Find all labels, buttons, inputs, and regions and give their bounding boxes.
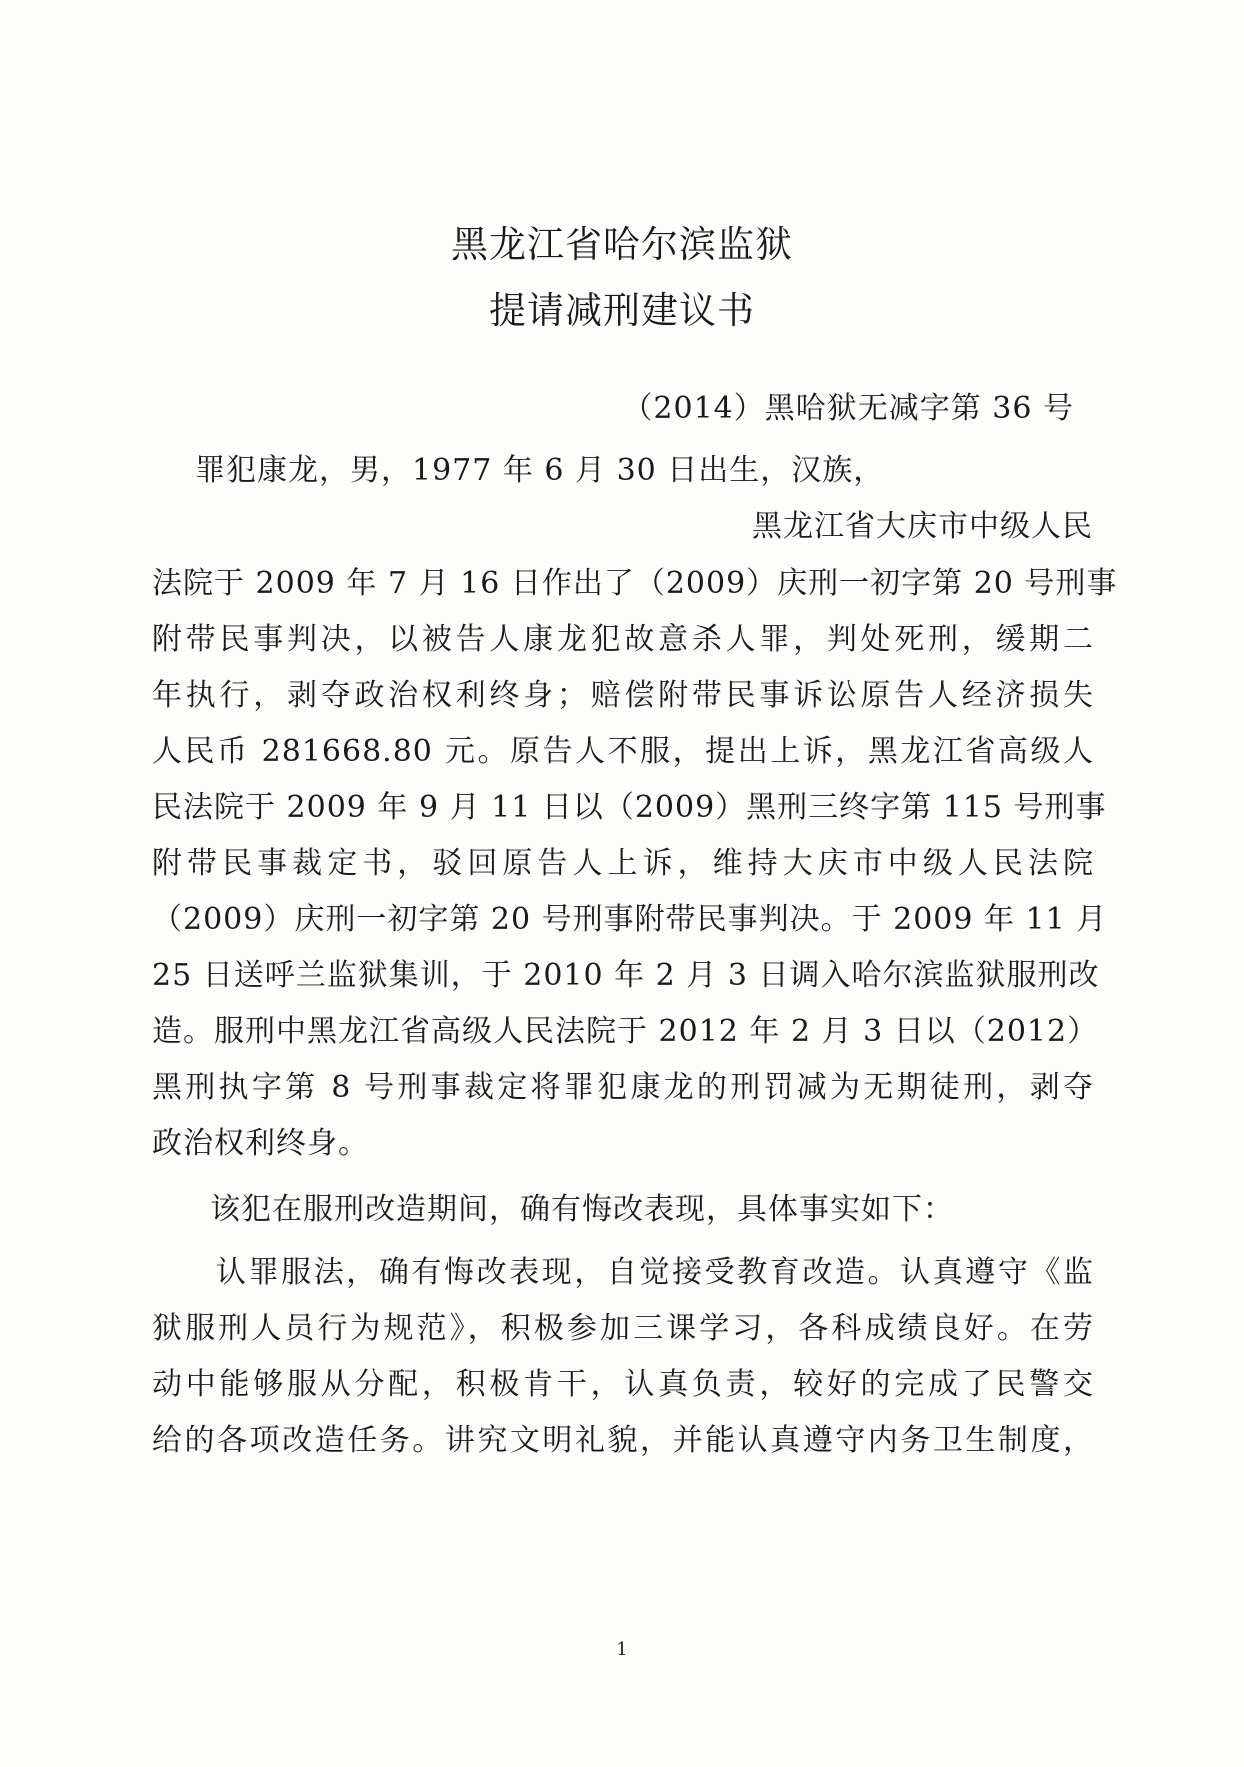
body-line: （2009）庆刑一初字第 20 号刑事附带民事判决。于 2009 年 11 月 (152, 902, 1108, 937)
body-line: 黑龙江省大庆市中级人民 (752, 509, 1093, 544)
document-subtitle: 提请减刑建议书 (489, 289, 755, 332)
body-line: 造。服刑中黑龙江省高级人民法院于 2012 年 2 月 3 日以（2012） (152, 1014, 1099, 1049)
body-line: 民法院于 2009 年 9 月 11 日以（2009）黑刑三终字第 115 号刑事 (152, 790, 1107, 825)
body-line: 该犯在服刑改造期间，确有悔改表现，具体事实如下： (210, 1192, 954, 1227)
body-line: 黑刑执字第 8 号刑事裁定将罪犯康龙的刑罚减为无期徒刑，剥夺 (152, 1070, 1094, 1105)
document-title: 黑龙江省哈尔滨监狱 (451, 223, 793, 266)
body-line: 政治权利终身。 (152, 1126, 369, 1161)
page-number: 1 (616, 1639, 628, 1660)
body-line: 狱服刑人员行为规范》，积极参加三课学习，各科成绩良好。在劳 (152, 1311, 1094, 1346)
body-line: 附带民事判决，以被告人康龙犯故意杀人罪，判处死刑，缓期二 (152, 622, 1094, 657)
body-line: 罪犯康龙，男，1977 年 6 月 30 日出生，汉族， (195, 453, 885, 488)
document-number: （2014）黑哈狱无减字第 36 号 (622, 391, 1074, 426)
body-line: 年执行，剥夺政治权利终身；赔偿附带民事诉讼原告人经济损失 (152, 678, 1094, 713)
body-line: 人民币 281668.80 元。原告人不服，提出上诉，黑龙江省高级人 (152, 734, 1094, 769)
body-line: 附带民事裁定书，驳回原告人上诉，维持大庆市中级人民法院 (152, 846, 1094, 881)
body-line: 给的各项改造任务。讲究文明礼貌，并能认真遵守内务卫生制度， (152, 1423, 1094, 1458)
body-line: 法院于 2009 年 7 月 16 日作出了（2009）庆刑一初字第 20 号刑事 (152, 566, 1118, 601)
body-line: 认罪服法，确有悔改表现，自觉接受教育改造。认真遵守《监 (216, 1255, 1094, 1290)
body-line: 25 日送呼兰监狱集训，于 2010 年 2 月 3 日调入哈尔滨监狱服刑改 (152, 958, 1100, 993)
body-line: 动中能够服从分配，积极肯干，认真负责，较好的完成了民警交 (152, 1367, 1094, 1402)
